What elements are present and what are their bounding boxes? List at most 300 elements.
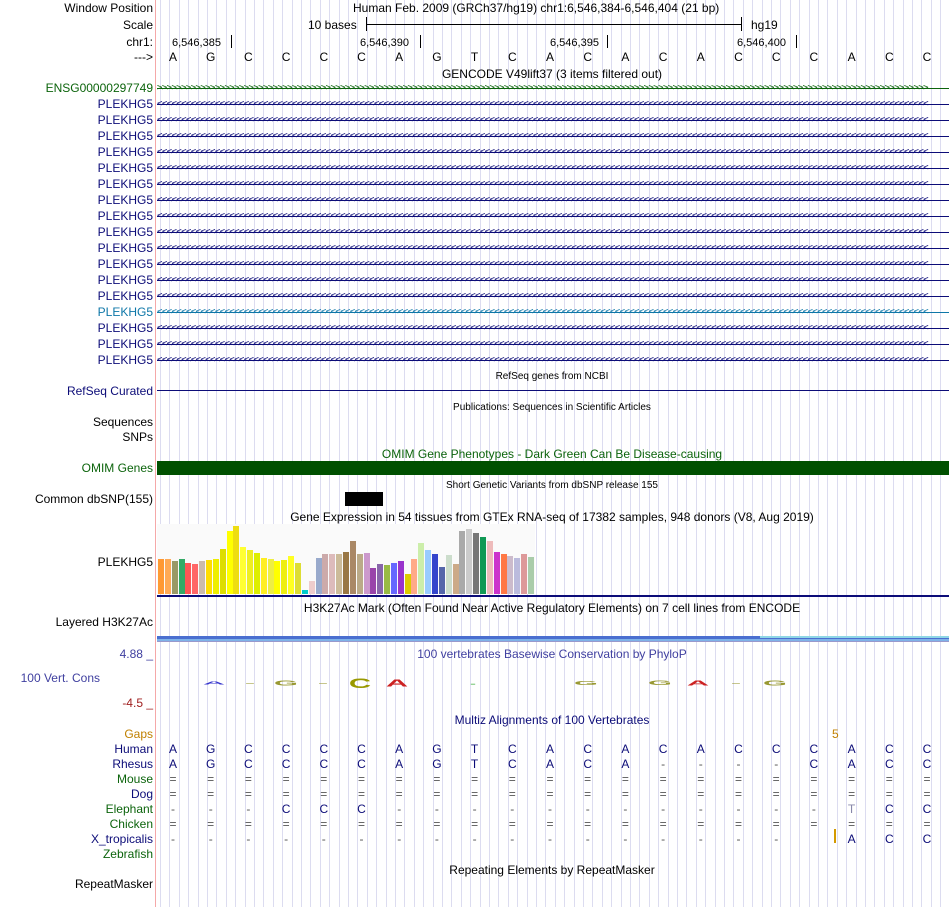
alignment-base: C: [319, 757, 329, 771]
base: C: [507, 50, 517, 64]
gene-track-label[interactable]: PLEKHG5: [97, 161, 153, 175]
alignment-base: =: [923, 772, 931, 786]
phylop-mark: A: [202, 680, 226, 686]
base: A: [168, 50, 177, 64]
gene-track-bar[interactable]: [157, 308, 949, 317]
gtex-tissue-bar[interactable]: [302, 590, 308, 594]
alignment-base: -: [661, 832, 666, 846]
phylop-mark: -: [317, 680, 329, 686]
alignment-base: =: [659, 817, 667, 831]
alignment-base: A: [395, 742, 404, 756]
alignment-base: =: [848, 772, 856, 786]
gtex-tissue-bar[interactable]: [425, 550, 431, 594]
h3k27ac-title: H3K27Ac Mark (Often Found Near Active Regulatory Elements) on 7 cell lines from ENCODE: [303, 601, 801, 615]
gene-track-label[interactable]: PLEKHG5: [97, 113, 153, 127]
alignment-base: =: [471, 817, 479, 831]
gene-track-label[interactable]: PLEKHG5: [97, 305, 153, 319]
gene-track-bar[interactable]: [157, 356, 949, 365]
gtex-chart[interactable]: [157, 524, 535, 594]
gtex-tissue-bar[interactable]: [165, 559, 171, 594]
gtex-tissue-bar[interactable]: [514, 558, 520, 594]
gtex-label[interactable]: PLEKHG5: [97, 555, 153, 569]
alignment-base: =: [169, 787, 177, 801]
strand-label: --->: [134, 50, 153, 64]
gtex-tissue-bar[interactable]: [446, 555, 452, 594]
alignment-base: =: [810, 787, 818, 801]
gene-track-bar[interactable]: [157, 212, 949, 221]
gtex-tissue-bar[interactable]: [453, 564, 459, 594]
alignment-base: A: [168, 757, 177, 771]
base: A: [621, 50, 630, 64]
phylop-mark: -: [730, 680, 742, 686]
gene-track-bar[interactable]: [157, 180, 949, 189]
position-tick-label: 6,546,390: [360, 37, 409, 49]
alignment-base: -: [774, 832, 779, 846]
gtex-tissue-bar[interactable]: [480, 537, 486, 594]
alignment-base: =: [584, 817, 592, 831]
alignment-base: =: [697, 787, 705, 801]
alignment-base: C: [281, 802, 291, 816]
gene-track-bar[interactable]: [157, 324, 949, 333]
alignment-base: =: [357, 787, 365, 801]
alignment-base: A: [545, 742, 554, 756]
alignment-base: =: [508, 772, 516, 786]
strand-arrows: <<<<<<<<<<<<<<<<<<<<<<<<<<<<<<<<<<<<<<<<<<<<<<<<<<<<<<<<<<<<<<<<<<<<<<<<<<<<<<<<<<<<<<<<<<<<<<<<<<<<<<<<<<<<<<<<<<<<<<<<<<<<<<<<<<<<<<<<<<<<<<<<<<<<<<<<<<<<<<<<: [157, 292, 928, 301]
gtex-tissue-bar[interactable]: [405, 574, 411, 594]
gene-track-label[interactable]: PLEKHG5: [97, 257, 153, 271]
strand-arrows: <<<<<<<<<<<<<<<<<<<<<<<<<<<<<<<<<<<<<<<<<<<<<<<<<<<<<<<<<<<<<<<<<<<<<<<<<<<<<<<<<<<<<<<<<<<<<<<<<<<<<<<<<<<<<<<<<<<<<<<<<<<<<<<<<<<<<<<<<<<<<<<<<<<<<<<<<<<<<<<<: [157, 164, 928, 173]
omim-title: OMIM Gene Phenotypes - Dark Green Can Be Disease-causing: [381, 447, 723, 461]
alignment-base: -: [359, 832, 364, 846]
alignment-base: =: [357, 772, 365, 786]
gene-track-label[interactable]: PLEKHG5: [97, 177, 153, 191]
alignment-base: A: [621, 757, 630, 771]
gene-track-label[interactable]: PLEKHG5: [97, 145, 153, 159]
alignment-base: T: [470, 757, 479, 771]
alignment-base: -: [171, 802, 175, 816]
strand-arrows: <<<<<<<<<<<<<<<<<<<<<<<<<<<<<<<<<<<<<<<<<<<<<<<<<<<<<<<<<<<<<<<<<<<<<<<<<<<<<<<<<<<<<<<<<<<<<<<<<<<<<<<<<<<<<<<<<<<<<<<<<<<<<<<<<<<<<<<<<<<<<<<<<<<<<<<<<<<<<<<<: [157, 244, 928, 253]
gencode-title: GENCODE V49lift37 (3 items filtered out): [441, 67, 663, 81]
alignment-base: -: [284, 832, 289, 846]
gtex-tissue-bar[interactable]: [192, 564, 198, 594]
gtex-tissue-bar[interactable]: [199, 561, 205, 594]
gene-track-label[interactable]: PLEKHG5: [97, 241, 153, 255]
gtex-tissue-bar[interactable]: [247, 550, 253, 594]
alignment-base: C: [357, 802, 366, 816]
alignment-base: -: [623, 832, 628, 846]
position-tick: [607, 35, 608, 48]
alignment-base: =: [810, 817, 818, 831]
alignment-base: C: [809, 757, 819, 771]
alignment-base: -: [472, 832, 477, 846]
gtex-tissue-bar[interactable]: [261, 558, 267, 594]
strand-arrows: <<<<<<<<<<<<<<<<<<<<<<<<<<<<<<<<<<<<<<<<<<<<<<<<<<<<<<<<<<<<<<<<<<<<<<<<<<<<<<<<<<<<<<<<<<<<<<<<<<<<<<<<<<<<<<<<<<<<<<<<<<<<<<<<<<<<<<<<<<<<<<<<<<<<<<<<<<<<<<<<: [157, 228, 928, 237]
alignment-base: =: [734, 772, 742, 786]
gtex-tissue-bar[interactable]: [233, 526, 239, 594]
gtex-tissue-bar[interactable]: [268, 559, 274, 594]
alignment-base: C: [922, 802, 932, 816]
alignment-base: A: [395, 757, 404, 771]
gene-track-bar[interactable]: [157, 196, 949, 205]
alignment-base: =: [848, 787, 856, 801]
alignment-base: T: [847, 802, 856, 816]
position-tick: [231, 35, 232, 48]
alignment-base: =: [621, 817, 629, 831]
gtex-tissue-bar[interactable]: [398, 561, 404, 594]
species-label[interactable]: Human: [114, 742, 153, 756]
strand-arrows: >>>>>>>>>>>>>>>>>>>>>>>>>>>>>>>>>>>>>>>>>>>>>>>>>>>>>>>>>>>>>>>>>>>>>>>>>>>>>>>>>>>>>>>>>>>>>>>>>>>>>>>>>>>>>>>>>>>>>>>>>>>>>>>>>>>>>>>>>>>>>>>>>>>>>>>>>>>>>>>>: [157, 84, 928, 93]
position-tick: [420, 35, 421, 48]
phylop-mark: C: [348, 675, 372, 691]
gtex-tissue-bar[interactable]: [521, 554, 527, 594]
multiz-title: Multiz Alignments of 100 Vertebrates: [454, 713, 650, 727]
gtex-tissue-bar[interactable]: [528, 557, 534, 594]
base: A: [545, 50, 554, 64]
strand-arrows: <<<<<<<<<<<<<<<<<<<<<<<<<<<<<<<<<<<<<<<<<<<<<<<<<<<<<<<<<<<<<<<<<<<<<<<<<<<<<<<<<<<<<<<<<<<<<<<<<<<<<<<<<<<<<<<<<<<<<<<<<<<<<<<<<<<<<<<<<<<<<<<<<<<<<<<<<<<<<<<<: [157, 132, 928, 141]
gtex-tissue-bar[interactable]: [507, 556, 513, 594]
base: C: [244, 50, 253, 64]
species-label[interactable]: Elephant: [105, 802, 153, 816]
alignment-base: -: [698, 802, 703, 816]
gtex-tissue-bar[interactable]: [494, 552, 500, 594]
alignment-base: C: [658, 742, 668, 756]
gtex-tissue-bar[interactable]: [439, 567, 445, 594]
alignment-base: =: [395, 772, 403, 786]
gtex-tissue-bar[interactable]: [172, 561, 178, 594]
gene-track-bar[interactable]: [157, 100, 949, 109]
alignment-base: -: [623, 802, 628, 816]
base: C: [357, 50, 366, 64]
alignment-base: A: [847, 832, 856, 846]
gtex-tissue-bar[interactable]: [473, 533, 479, 594]
species-label[interactable]: Dog: [130, 787, 153, 801]
alignment-base: C: [884, 802, 894, 816]
position-tick-label: 6,546,400: [737, 37, 786, 49]
gtex-tissue-bar[interactable]: [213, 559, 219, 594]
alignment-base: =: [885, 772, 893, 786]
gene-track-label[interactable]: PLEKHG5: [97, 209, 153, 223]
alignment-base: -: [585, 832, 590, 846]
position-tick: [796, 35, 797, 48]
gene-track-bar[interactable]: [157, 116, 949, 125]
alignment-base: -: [397, 802, 402, 816]
alignment-base: =: [207, 772, 215, 786]
alignment-base: =: [207, 817, 215, 831]
alignment-base: C: [319, 742, 329, 756]
alignment-base: =: [697, 817, 705, 831]
repeatmasker-label[interactable]: RepeatMasker: [74, 877, 153, 891]
phylop-mark: G: [763, 679, 787, 687]
alignment-base: =: [244, 787, 252, 801]
dbsnp-label[interactable]: Common dbSNP(155): [34, 492, 153, 506]
base: C: [319, 50, 329, 64]
alignment-base: C: [809, 742, 819, 756]
species-label[interactable]: Chicken: [109, 817, 153, 831]
phylop-mark: .: [468, 680, 478, 686]
gene-track-label[interactable]: PLEKHG5: [97, 321, 153, 335]
gtex-tissue-bar[interactable]: [309, 581, 315, 594]
alignment-base: -: [698, 757, 703, 771]
base: C: [771, 50, 781, 64]
alignment-base: -: [548, 832, 552, 846]
gene-track-label[interactable]: PLEKHG5: [97, 97, 153, 111]
strand-arrows: <<<<<<<<<<<<<<<<<<<<<<<<<<<<<<<<<<<<<<<<<<<<<<<<<<<<<<<<<<<<<<<<<<<<<<<<<<<<<<<<<<<<<<<<<<<<<<<<<<<<<<<<<<<<<<<<<<<<<<<<<<<<<<<<<<<<<<<<<<<<<<<<<<<<<<<<<<<<<<<<: [157, 340, 928, 349]
phylop-mark: G: [274, 679, 298, 687]
gtex-tissue-bar[interactable]: [357, 554, 363, 594]
gene-track-bar[interactable]: [157, 164, 949, 173]
alignment-base: =: [621, 787, 629, 801]
alignment-base: =: [282, 772, 290, 786]
gene-track-label[interactable]: PLEKHG5: [97, 225, 153, 239]
gene-track-bar[interactable]: [157, 228, 949, 237]
alignment-base: =: [508, 787, 516, 801]
strand-arrows: <<<<<<<<<<<<<<<<<<<<<<<<<<<<<<<<<<<<<<<<<<<<<<<<<<<<<<<<<<<<<<<<<<<<<<<<<<<<<<<<<<<<<<<<<<<<<<<<<<<<<<<<<<<<<<<<<<<<<<<<<<<<<<<<<<<<<<<<<<<<<<<<<<<<<<<<<<<<<<<<: [157, 116, 928, 125]
strand-arrows: <<<<<<<<<<<<<<<<<<<<<<<<<<<<<<<<<<<<<<<<<<<<<<<<<<<<<<<<<<<<<<<<<<<<<<<<<<<<<<<<<<<<<<<<<<<<<<<<<<<<<<<<<<<<<<<<<<<<<<<<<<<<<<<<<<<<<<<<<<<<<<<<<<<<<<<<<<<<<<<<: [157, 276, 928, 285]
gtex-title: Gene Expression in 54 tissues from GTEx RNA-seq of 17382 samples, 948 donors (V8, Aug 2019): [290, 510, 814, 524]
label-divider: [155, 0, 156, 907]
alignment-base: =: [320, 772, 328, 786]
alignment-base: A: [545, 757, 554, 771]
gtex-tissue-bar[interactable]: [206, 560, 212, 594]
alignment-base: -: [397, 832, 402, 846]
gtex-tissue-bar[interactable]: [322, 554, 328, 594]
gtex-tissue-bar[interactable]: [459, 531, 465, 594]
species-label[interactable]: Mouse: [116, 772, 153, 786]
alignment-base: C: [507, 742, 517, 756]
gtex-tissue-bar[interactable]: [350, 541, 356, 594]
gtex-tissue-bar[interactable]: [418, 543, 424, 594]
phylop-mark: A: [686, 679, 710, 687]
alignment-base: =: [433, 787, 441, 801]
gaps-label[interactable]: Gaps: [124, 727, 153, 741]
alignment-base: =: [169, 772, 177, 786]
alignment-base: T: [470, 742, 479, 756]
publications-title: Publications: Sequences in Scientific Articles: [453, 402, 651, 413]
alignment-base: C: [281, 757, 291, 771]
gtex-tissue-bar[interactable]: [185, 563, 191, 594]
gtex-tissue-bar[interactable]: [329, 554, 335, 594]
alignment-base: =: [546, 787, 554, 801]
gene-track-bar[interactable]: [157, 84, 949, 93]
phylop-logo[interactable]: [157, 672, 949, 696]
alignment-base: -: [208, 832, 213, 846]
species-label[interactable]: X_tropicalis: [90, 832, 153, 846]
alignment-base: =: [471, 787, 479, 801]
strand-arrows: <<<<<<<<<<<<<<<<<<<<<<<<<<<<<<<<<<<<<<<<<<<<<<<<<<<<<<<<<<<<<<<<<<<<<<<<<<<<<<<<<<<<<<<<<<<<<<<<<<<<<<<<<<<<<<<<<<<<<<<<<<<<<<<<<<<<<<<<<<<<<<<<<<<<<<<<<<<<<<<<: [157, 100, 928, 109]
alignment-base: =: [282, 787, 290, 801]
chrom-label: chr1:: [126, 35, 153, 49]
gtex-tissue-bar[interactable]: [501, 554, 507, 594]
alignment-base: -: [246, 832, 251, 846]
alignment-base: -: [661, 802, 666, 816]
gene-track-bar[interactable]: [157, 276, 949, 285]
gtex-tissue-bar[interactable]: [432, 554, 438, 594]
alignment-base: =: [848, 817, 856, 831]
alignment-base: =: [546, 817, 554, 831]
phylop-min: -4.5 _: [122, 696, 153, 710]
gene-track-bar[interactable]: [157, 148, 949, 157]
alignment-base: C: [281, 742, 291, 756]
alignment-base: =: [885, 787, 893, 801]
dbsnp-variant[interactable]: [345, 492, 383, 506]
gtex-baseline: [157, 595, 949, 597]
alignment-base: C: [319, 802, 329, 816]
refseq-label[interactable]: RefSeq Curated: [66, 384, 153, 398]
refseq-gene-line[interactable]: [157, 390, 949, 391]
alignment-base: =: [772, 787, 780, 801]
strand-arrows: <<<<<<<<<<<<<<<<<<<<<<<<<<<<<<<<<<<<<<<<<<<<<<<<<<<<<<<<<<<<<<<<<<<<<<<<<<<<<<<<<<<<<<<<<<<<<<<<<<<<<<<<<<<<<<<<<<<<<<<<<<<<<<<<<<<<<<<<<<<<<<<<<<<<<<<<<<<<<<<<: [157, 180, 928, 189]
strand-arrows: <<<<<<<<<<<<<<<<<<<<<<<<<<<<<<<<<<<<<<<<<<<<<<<<<<<<<<<<<<<<<<<<<<<<<<<<<<<<<<<<<<<<<<<<<<<<<<<<<<<<<<<<<<<<<<<<<<<<<<<<<<<<<<<<<<<<<<<<<<<<<<<<<<<<<<<<<<<<<<<<: [157, 196, 928, 205]
alignment-base: =: [923, 787, 931, 801]
alignment-base: C: [244, 742, 253, 756]
gtex-tissue-bar[interactable]: [316, 558, 322, 594]
base: T: [470, 50, 479, 64]
window-position-label: Window Position: [64, 1, 153, 15]
window-title[interactable]: Human Feb. 2009 (GRCh37/hg19) chr1:6,546,384-6,546,404 (21 bp): [353, 1, 720, 15]
alignment-base: -: [171, 832, 175, 846]
alignment-base: =: [923, 817, 931, 831]
gtex-tissue-bar[interactable]: [336, 554, 342, 594]
gene-track-bar[interactable]: [157, 292, 949, 301]
base: A: [696, 50, 705, 64]
strand-arrows: <<<<<<<<<<<<<<<<<<<<<<<<<<<<<<<<<<<<<<<<<<<<<<<<<<<<<<<<<<<<<<<<<<<<<<<<<<<<<<<<<<<<<<<<<<<<<<<<<<<<<<<<<<<<<<<<<<<<<<<<<<<<<<<<<<<<<<<<<<<<<<<<<<<<<<<<<<<<<<<<: [157, 148, 928, 157]
alignment-base: -: [548, 802, 552, 816]
alignment-base: =: [244, 772, 252, 786]
gap-count: 5: [832, 727, 839, 741]
gene-track-bar[interactable]: [157, 132, 949, 141]
phylop-label[interactable]: 100 Vert. Cons: [20, 671, 100, 685]
alignment-base: C: [583, 757, 593, 771]
alignment-base: -: [510, 802, 515, 816]
omim-gene-bar[interactable]: [157, 461, 949, 475]
insertion-marker: [834, 829, 836, 843]
alignment-base: C: [357, 742, 366, 756]
gtex-tissue-bar[interactable]: [220, 549, 226, 594]
alignment-base: -: [811, 802, 816, 816]
alignment-base: -: [434, 802, 439, 816]
alignment-base: =: [395, 817, 403, 831]
gene-track-label[interactable]: PLEKHG5: [97, 289, 153, 303]
gtex-tissue-bar[interactable]: [240, 547, 246, 594]
phylop-mark: A: [385, 677, 409, 689]
species-label[interactable]: Zebrafish: [102, 847, 153, 861]
alignment-base: =: [885, 817, 893, 831]
alignment-base: =: [244, 817, 252, 831]
base: G: [206, 50, 216, 64]
gtex-tissue-bar[interactable]: [227, 531, 233, 594]
gene-track-label[interactable]: ENSG00000297749: [45, 81, 153, 95]
gtex-tissue-bar[interactable]: [179, 559, 185, 594]
alignment-base: =: [659, 772, 667, 786]
alignment-base: -: [774, 757, 779, 771]
gene-track-label[interactable]: PLEKHG5: [97, 193, 153, 207]
publications-snps-label[interactable]: SNPs: [122, 430, 153, 444]
alignment-base: C: [884, 742, 894, 756]
gtex-tissue-bar[interactable]: [377, 564, 383, 594]
alignment-base: =: [621, 772, 629, 786]
alignment-base: =: [772, 817, 780, 831]
alignment-base: -: [585, 802, 590, 816]
gtex-tissue-bar[interactable]: [391, 563, 397, 594]
gtex-tissue-bar[interactable]: [411, 559, 417, 594]
alignment-base: -: [661, 757, 666, 771]
phylop-mark: G: [648, 679, 672, 687]
gtex-tissue-bar[interactable]: [384, 565, 390, 594]
gtex-tissue-bar[interactable]: [364, 553, 370, 594]
gtex-tissue-bar[interactable]: [281, 560, 287, 594]
base: A: [847, 50, 856, 64]
gene-track-bar[interactable]: [157, 340, 949, 349]
alignment-base: =: [734, 787, 742, 801]
gene-track-bar[interactable]: [157, 260, 949, 269]
gene-track-bar[interactable]: [157, 244, 949, 253]
species-label[interactable]: Rhesus: [112, 757, 153, 771]
gtex-tissue-bar[interactable]: [343, 552, 349, 594]
repeatmasker-title: Repeating Elements by RepeatMasker: [449, 863, 655, 877]
assembly-label: hg19: [751, 18, 778, 32]
phylop-title: 100 vertebrates Basewise Conservation by PhyloP: [417, 647, 687, 661]
alignment-base: A: [621, 742, 630, 756]
alignment-base: =: [584, 772, 592, 786]
gtex-tissue-bar[interactable]: [487, 541, 493, 594]
base: C: [922, 50, 932, 64]
position-tick-label: 6,546,395: [550, 37, 599, 49]
alignment-base: G: [206, 757, 216, 771]
alignment-base: =: [433, 772, 441, 786]
base: C: [734, 50, 743, 64]
alignment-base: C: [771, 742, 781, 756]
alignment-base: =: [546, 772, 554, 786]
gtex-tissue-bar[interactable]: [274, 561, 280, 594]
gene-track-label[interactable]: PLEKHG5: [97, 353, 153, 367]
alignment-base: =: [810, 772, 818, 786]
position-tick-label: 6,546,385: [172, 37, 221, 49]
alignment-base: C: [583, 742, 593, 756]
alignment-base: A: [847, 757, 856, 771]
alignment-base: =: [697, 772, 705, 786]
alignment-base: =: [433, 817, 441, 831]
alignment-base: -: [736, 832, 741, 846]
alignment-base: -: [434, 832, 439, 846]
gtex-tissue-bar[interactable]: [370, 568, 376, 594]
alignment-base: A: [847, 742, 856, 756]
alignment-base: C: [922, 832, 932, 846]
gene-track-label[interactable]: PLEKHG5: [97, 273, 153, 287]
dbsnp-title: Short Genetic Variants from dbSNP release 155: [446, 480, 658, 491]
alignment-base: -: [736, 757, 741, 771]
scale-text: 10 bases: [308, 18, 357, 32]
alignment-base: C: [734, 742, 743, 756]
alignment-base: G: [432, 757, 442, 771]
gtex-tissue-bar[interactable]: [288, 556, 294, 594]
h3k27ac-label[interactable]: Layered H3K27Ac: [55, 615, 153, 629]
publications-sequences-label[interactable]: Sequences: [92, 415, 153, 429]
alignment-base: G: [206, 742, 216, 756]
phylop-mark: G: [574, 679, 598, 687]
alignment-base: -: [698, 832, 703, 846]
alignment-base: =: [734, 817, 742, 831]
alignment-base: A: [168, 742, 177, 756]
alignment-base: C: [507, 757, 517, 771]
gtex-tissue-bar[interactable]: [254, 553, 260, 594]
gtex-tissue-bar[interactable]: [158, 559, 164, 594]
gtex-tissue-bar[interactable]: [295, 563, 301, 594]
gene-track-label[interactable]: PLEKHG5: [97, 337, 153, 351]
omim-label[interactable]: OMIM Genes: [81, 461, 153, 475]
gtex-tissue-bar[interactable]: [466, 529, 472, 594]
gene-track-label[interactable]: PLEKHG5: [97, 129, 153, 143]
alignment-base: =: [508, 817, 516, 831]
